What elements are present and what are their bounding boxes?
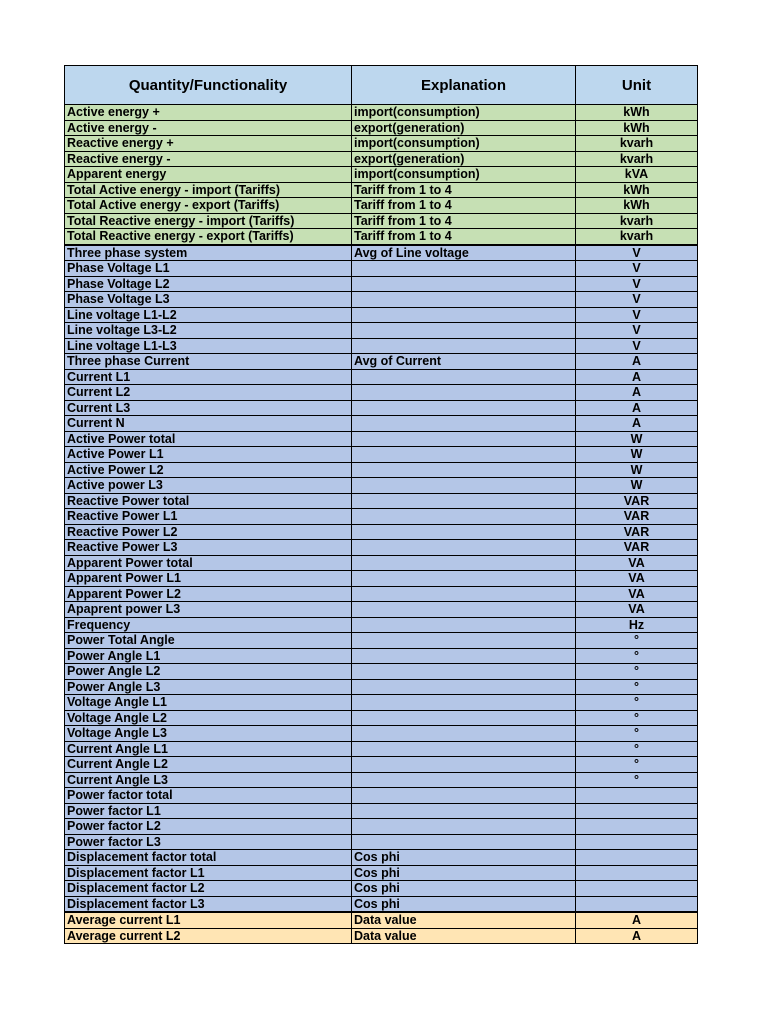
table-row — [65, 182, 698, 198]
table-row — [65, 385, 698, 401]
cell-explanation[interactable] — [352, 617, 576, 633]
cell-quantity[interactable]: Active energy - — [65, 120, 352, 136]
cell-explanation[interactable] — [352, 757, 576, 773]
cell-explanation[interactable]: import(consumption) — [352, 105, 576, 121]
cell-quantity[interactable]: Displacement factor L3 — [65, 896, 352, 912]
table-row — [65, 555, 698, 571]
table-row — [65, 540, 698, 556]
cell-unit[interactable]: ° — [576, 757, 698, 773]
cell-explanation[interactable]: Avg of Current — [352, 354, 576, 370]
cell-explanation[interactable]: Data value — [352, 928, 576, 944]
cell-explanation[interactable] — [352, 555, 576, 571]
table-row — [65, 167, 698, 183]
cell-explanation[interactable] — [352, 648, 576, 664]
spreadsheet — [64, 65, 698, 944]
table-row — [65, 416, 698, 432]
cell-quantity[interactable]: Power Angle L1 — [65, 648, 352, 664]
table-row — [65, 726, 698, 742]
cell-quantity[interactable]: Active Power total — [65, 431, 352, 447]
cell-explanation[interactable] — [352, 602, 576, 618]
table-row — [65, 648, 698, 664]
cell-explanation[interactable] — [352, 726, 576, 742]
cell-quantity[interactable]: Apparent Power total — [65, 555, 352, 571]
cell-explanation[interactable] — [352, 307, 576, 323]
cell-unit[interactable] — [576, 881, 698, 897]
cell-explanation[interactable]: Tariff from 1 to 4 — [352, 213, 576, 229]
cell-unit[interactable] — [576, 834, 698, 850]
table-row — [65, 865, 698, 881]
cell-quantity[interactable]: Apparent Power L1 — [65, 571, 352, 587]
cell-unit[interactable]: kWh — [576, 182, 698, 198]
cell-unit[interactable]: A — [576, 928, 698, 944]
cell-unit[interactable]: kvarh — [576, 213, 698, 229]
cell-quantity[interactable]: Line voltage L1-L2 — [65, 307, 352, 323]
cell-explanation[interactable]: Tariff from 1 to 4 — [352, 182, 576, 198]
header-row — [65, 66, 698, 105]
header-explanation[interactable]: Explanation — [352, 66, 576, 105]
cell-unit[interactable] — [576, 850, 698, 866]
cell-quantity[interactable]: Frequency — [65, 617, 352, 633]
table-row — [65, 478, 698, 494]
cell-explanation[interactable] — [352, 803, 576, 819]
cell-quantity[interactable]: Power Angle L2 — [65, 664, 352, 680]
cell-unit[interactable]: VAR — [576, 524, 698, 540]
table-row — [65, 912, 698, 928]
cell-explanation[interactable] — [352, 524, 576, 540]
cell-quantity[interactable]: Power Angle L3 — [65, 679, 352, 695]
table-row — [65, 323, 698, 339]
cell-quantity[interactable]: Current Angle L2 — [65, 757, 352, 773]
cell-quantity[interactable]: Apaprent power L3 — [65, 602, 352, 618]
cell-explanation[interactable] — [352, 292, 576, 308]
table-row — [65, 571, 698, 587]
cell-quantity[interactable]: Total Reactive energy - export (Tariffs) — [65, 229, 352, 245]
cell-explanation[interactable] — [352, 679, 576, 695]
cell-unit[interactable]: kWh — [576, 105, 698, 121]
cell-quantity[interactable]: Current Angle L1 — [65, 741, 352, 757]
cell-explanation[interactable]: Data value — [352, 912, 576, 928]
table-row — [65, 834, 698, 850]
table-row — [65, 245, 698, 261]
cell-quantity[interactable]: Reactive energy + — [65, 136, 352, 152]
cell-unit[interactable]: kWh — [576, 120, 698, 136]
cell-explanation[interactable] — [352, 400, 576, 416]
cell-unit[interactable]: VA — [576, 571, 698, 587]
cell-explanation[interactable]: Cos phi — [352, 881, 576, 897]
cell-explanation[interactable] — [352, 416, 576, 432]
cell-explanation[interactable] — [352, 819, 576, 835]
cell-quantity[interactable]: Active Power L1 — [65, 447, 352, 463]
cell-unit[interactable] — [576, 896, 698, 912]
cell-quantity[interactable]: Power factor total — [65, 788, 352, 804]
cell-explanation[interactable] — [352, 478, 576, 494]
table-row — [65, 105, 698, 121]
cell-explanation[interactable] — [352, 431, 576, 447]
cell-explanation[interactable]: export(generation) — [352, 120, 576, 136]
cell-explanation[interactable]: Cos phi — [352, 896, 576, 912]
cell-quantity[interactable]: Phase Voltage L3 — [65, 292, 352, 308]
table-row — [65, 757, 698, 773]
cell-unit[interactable]: ° — [576, 633, 698, 649]
cell-explanation[interactable]: Cos phi — [352, 850, 576, 866]
cell-unit[interactable]: A — [576, 416, 698, 432]
cell-quantity[interactable]: Three phase Current — [65, 354, 352, 370]
table-row — [65, 803, 698, 819]
cell-explanation[interactable] — [352, 493, 576, 509]
cell-explanation[interactable] — [352, 385, 576, 401]
table-row — [65, 664, 698, 680]
cell-unit[interactable] — [576, 865, 698, 881]
cell-quantity[interactable]: Total Active energy - export (Tariffs) — [65, 198, 352, 214]
cell-explanation[interactable] — [352, 633, 576, 649]
cell-quantity[interactable]: Three phase system — [65, 245, 352, 261]
cell-explanation[interactable]: Tariff from 1 to 4 — [352, 198, 576, 214]
cell-unit[interactable]: kvarh — [576, 229, 698, 245]
cell-unit[interactable]: ° — [576, 726, 698, 742]
cell-unit[interactable]: VAR — [576, 540, 698, 556]
table-row — [65, 151, 698, 167]
cell-quantity[interactable]: Current L1 — [65, 369, 352, 385]
table-row — [65, 633, 698, 649]
cell-explanation[interactable] — [352, 338, 576, 354]
cell-unit[interactable]: kvarh — [576, 151, 698, 167]
cell-explanation[interactable] — [352, 741, 576, 757]
cell-quantity[interactable]: Active energy + — [65, 105, 352, 121]
table-row — [65, 292, 698, 308]
cell-unit[interactable]: A — [576, 354, 698, 370]
cell-explanation[interactable] — [352, 447, 576, 463]
cell-unit[interactable] — [576, 803, 698, 819]
table-row — [65, 261, 698, 277]
cell-explanation[interactable]: Cos phi — [352, 865, 576, 881]
table-row — [65, 819, 698, 835]
table-row — [65, 695, 698, 711]
cell-unit[interactable]: A — [576, 400, 698, 416]
table-row — [65, 213, 698, 229]
quantity-table — [64, 65, 698, 944]
cell-quantity[interactable]: Average current L1 — [65, 912, 352, 928]
cell-explanation[interactable]: Tariff from 1 to 4 — [352, 229, 576, 245]
cell-quantity[interactable]: Phase Voltage L1 — [65, 261, 352, 277]
cell-unit[interactable]: V — [576, 292, 698, 308]
table-row — [65, 850, 698, 866]
table-row — [65, 679, 698, 695]
table-row — [65, 772, 698, 788]
cell-quantity[interactable]: Active power L3 — [65, 478, 352, 494]
cell-quantity[interactable]: Displacement factor L2 — [65, 881, 352, 897]
cell-unit[interactable]: V — [576, 338, 698, 354]
cell-unit[interactable]: V — [576, 261, 698, 277]
cell-explanation[interactable]: export(generation) — [352, 151, 576, 167]
table-row — [65, 602, 698, 618]
cell-quantity[interactable]: Reactive Power L2 — [65, 524, 352, 540]
table-row — [65, 881, 698, 897]
header-quantity[interactable]: Quantity/Functionality — [65, 66, 352, 105]
cell-unit[interactable]: VA — [576, 586, 698, 602]
cell-unit[interactable]: W — [576, 462, 698, 478]
cell-explanation[interactable] — [352, 369, 576, 385]
cell-unit[interactable]: Hz — [576, 617, 698, 633]
table-row — [65, 120, 698, 136]
cell-unit[interactable]: V — [576, 307, 698, 323]
cell-quantity[interactable]: Current L3 — [65, 400, 352, 416]
cell-quantity[interactable]: Current L2 — [65, 385, 352, 401]
cell-explanation[interactable] — [352, 276, 576, 292]
table-row — [65, 136, 698, 152]
table-row — [65, 354, 698, 370]
table-row — [65, 229, 698, 245]
cell-unit[interactable]: kvarh — [576, 136, 698, 152]
table-row — [65, 928, 698, 944]
cell-unit[interactable]: ° — [576, 710, 698, 726]
table-row — [65, 710, 698, 726]
cell-quantity[interactable]: Voltage Angle L2 — [65, 710, 352, 726]
cell-quantity[interactable]: Total Active energy - import (Tariffs) — [65, 182, 352, 198]
cell-explanation[interactable] — [352, 261, 576, 277]
table-row — [65, 369, 698, 385]
cell-quantity[interactable]: Line voltage L1-L3 — [65, 338, 352, 354]
cell-quantity[interactable]: Displacement factor total — [65, 850, 352, 866]
cell-quantity[interactable]: Active Power L2 — [65, 462, 352, 478]
cell-explanation[interactable] — [352, 710, 576, 726]
table-row — [65, 462, 698, 478]
cell-unit[interactable]: A — [576, 369, 698, 385]
cell-unit[interactable]: V — [576, 276, 698, 292]
table-row — [65, 509, 698, 525]
table-row — [65, 896, 698, 912]
table-body — [65, 105, 698, 944]
table-row — [65, 524, 698, 540]
cell-explanation[interactable] — [352, 571, 576, 587]
cell-quantity[interactable]: Reactive Power L1 — [65, 509, 352, 525]
cell-quantity[interactable]: Voltage Angle L1 — [65, 695, 352, 711]
cell-quantity[interactable]: Current N — [65, 416, 352, 432]
table-row — [65, 198, 698, 214]
cell-explanation[interactable] — [352, 664, 576, 680]
table-row — [65, 400, 698, 416]
cell-explanation[interactable] — [352, 586, 576, 602]
cell-quantity[interactable]: Total Reactive energy - import (Tariffs) — [65, 213, 352, 229]
cell-unit[interactable]: VA — [576, 555, 698, 571]
cell-quantity[interactable]: Power factor L3 — [65, 834, 352, 850]
table-row — [65, 338, 698, 354]
cell-unit[interactable]: W — [576, 478, 698, 494]
table-row — [65, 276, 698, 292]
table-row — [65, 493, 698, 509]
cell-quantity[interactable]: Reactive energy - — [65, 151, 352, 167]
cell-unit[interactable] — [576, 819, 698, 835]
cell-explanation[interactable]: import(consumption) — [352, 167, 576, 183]
table-row — [65, 617, 698, 633]
cell-unit[interactable]: ° — [576, 772, 698, 788]
cell-unit[interactable]: W — [576, 447, 698, 463]
cell-explanation[interactable] — [352, 772, 576, 788]
cell-unit[interactable]: VAR — [576, 493, 698, 509]
cell-quantity[interactable]: Power factor L2 — [65, 819, 352, 835]
cell-quantity[interactable]: Voltage Angle L3 — [65, 726, 352, 742]
cell-unit[interactable]: VA — [576, 602, 698, 618]
cell-unit[interactable]: ° — [576, 648, 698, 664]
cell-quantity[interactable]: Displacement factor L1 — [65, 865, 352, 881]
cell-explanation[interactable] — [352, 834, 576, 850]
cell-explanation[interactable] — [352, 788, 576, 804]
cell-quantity[interactable]: Power Total Angle — [65, 633, 352, 649]
cell-unit[interactable]: A — [576, 912, 698, 928]
table-row — [65, 788, 698, 804]
cell-unit[interactable]: ° — [576, 741, 698, 757]
cell-quantity[interactable]: Current Angle L3 — [65, 772, 352, 788]
cell-explanation[interactable] — [352, 323, 576, 339]
cell-quantity[interactable]: Phase Voltage L2 — [65, 276, 352, 292]
cell-quantity[interactable]: Power factor L1 — [65, 803, 352, 819]
cell-quantity[interactable]: Line voltage L3-L2 — [65, 323, 352, 339]
cell-quantity[interactable]: Reactive Power L3 — [65, 540, 352, 556]
cell-unit[interactable]: V — [576, 323, 698, 339]
cell-unit[interactable]: VAR — [576, 509, 698, 525]
cell-quantity[interactable]: Average current L2 — [65, 928, 352, 944]
cell-unit[interactable]: ° — [576, 679, 698, 695]
cell-unit[interactable]: V — [576, 245, 698, 261]
cell-quantity[interactable]: Apparent energy — [65, 167, 352, 183]
cell-explanation[interactable]: Avg of Line voltage — [352, 245, 576, 261]
table-row — [65, 431, 698, 447]
cell-explanation[interactable] — [352, 695, 576, 711]
cell-explanation[interactable] — [352, 540, 576, 556]
cell-unit[interactable]: A — [576, 385, 698, 401]
cell-unit[interactable]: ° — [576, 695, 698, 711]
cell-explanation[interactable]: import(consumption) — [352, 136, 576, 152]
cell-unit[interactable]: ° — [576, 664, 698, 680]
table-row — [65, 586, 698, 602]
cell-quantity[interactable]: Reactive Power total — [65, 493, 352, 509]
table-row — [65, 447, 698, 463]
cell-unit[interactable] — [576, 788, 698, 804]
cell-unit[interactable]: W — [576, 431, 698, 447]
header-unit[interactable]: Unit — [576, 66, 698, 105]
cell-explanation[interactable] — [352, 509, 576, 525]
table-row — [65, 307, 698, 323]
cell-unit[interactable]: kVA — [576, 167, 698, 183]
table-row — [65, 741, 698, 757]
cell-explanation[interactable] — [352, 462, 576, 478]
cell-unit[interactable]: kWh — [576, 198, 698, 214]
cell-quantity[interactable]: Apparent Power L2 — [65, 586, 352, 602]
